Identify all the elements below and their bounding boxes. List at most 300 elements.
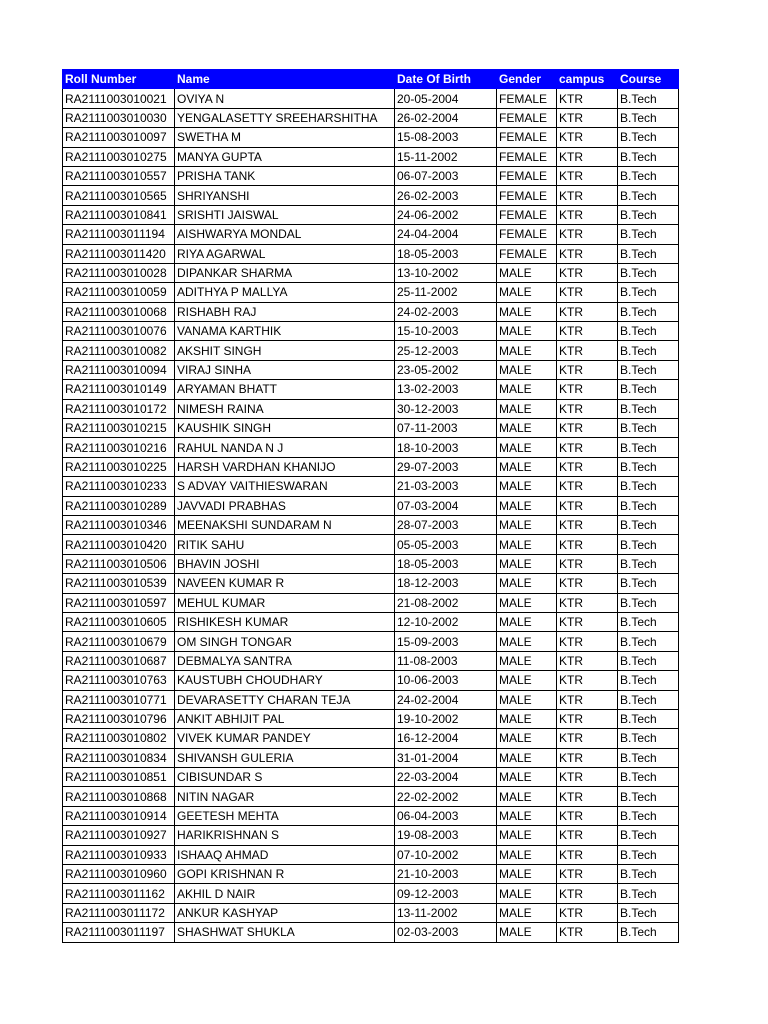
cell-roll-number[interactable]: RA2111003010851 (63, 768, 175, 787)
cell-campus[interactable]: KTR (557, 806, 618, 825)
cell-campus[interactable]: KTR (557, 399, 618, 418)
cell-roll-number[interactable]: RA2111003010149 (63, 380, 175, 399)
cell-gender[interactable]: MALE (497, 419, 557, 438)
cell-name[interactable]: SHIVANSH GULERIA (175, 748, 395, 767)
column-header-date-of-birth[interactable]: Date Of Birth (395, 70, 497, 89)
cell-campus[interactable]: KTR (557, 225, 618, 244)
cell-course[interactable]: B.Tech (618, 826, 679, 845)
cell-campus[interactable]: KTR (557, 729, 618, 748)
cell-roll-number[interactable]: RA2111003011197 (63, 923, 175, 942)
cell-campus[interactable]: KTR (557, 186, 618, 205)
table-row (63, 845, 679, 864)
table-row (63, 690, 679, 709)
table-row (63, 302, 679, 321)
cell-course[interactable]: B.Tech (618, 554, 679, 573)
cell-date-of-birth[interactable]: 11-08-2003 (395, 651, 497, 670)
cell-name[interactable]: GEETESH MEHTA (175, 806, 395, 825)
cell-name[interactable]: SWETHA M (175, 128, 395, 147)
cell-campus[interactable]: KTR (557, 574, 618, 593)
cell-name[interactable]: BHAVIN JOSHI (175, 554, 395, 573)
cell-roll-number[interactable]: RA2111003010021 (63, 89, 175, 108)
cell-name[interactable]: SHRIYANSHI (175, 186, 395, 205)
cell-date-of-birth[interactable]: 19-08-2003 (395, 826, 497, 845)
cell-campus[interactable]: KTR (557, 535, 618, 554)
cell-date-of-birth[interactable]: 10-06-2003 (395, 671, 497, 690)
cell-roll-number[interactable]: RA2111003010346 (63, 515, 175, 534)
cell-campus[interactable]: KTR (557, 787, 618, 806)
cell-name[interactable]: DEVARASETTY CHARAN TEJA (175, 690, 395, 709)
cell-roll-number[interactable]: RA2111003010565 (63, 186, 175, 205)
cell-name[interactable]: NAVEEN KUMAR R (175, 574, 395, 593)
cell-date-of-birth[interactable]: 19-10-2002 (395, 709, 497, 728)
cell-course[interactable]: B.Tech (618, 651, 679, 670)
cell-course[interactable]: B.Tech (618, 709, 679, 728)
cell-name[interactable]: HARIKRISHNAN S (175, 826, 395, 845)
cell-gender[interactable]: MALE (497, 632, 557, 651)
cell-gender[interactable]: MALE (497, 806, 557, 825)
cell-course[interactable]: B.Tech (618, 341, 679, 360)
cell-name[interactable]: AKHIL D NAIR (175, 884, 395, 903)
cell-roll-number[interactable]: RA2111003010028 (63, 263, 175, 282)
cell-date-of-birth[interactable]: 31-01-2004 (395, 748, 497, 767)
table-row (63, 419, 679, 438)
cell-name[interactable]: VIRAJ SINHA (175, 360, 395, 379)
cell-roll-number[interactable]: RA2111003010802 (63, 729, 175, 748)
cell-date-of-birth[interactable]: 21-03-2003 (395, 477, 497, 496)
cell-gender[interactable]: FEMALE (497, 225, 557, 244)
cell-course[interactable]: B.Tech (618, 89, 679, 108)
column-header-campus[interactable]: campus (557, 70, 618, 89)
table-row (63, 341, 679, 360)
cell-course[interactable]: B.Tech (618, 729, 679, 748)
cell-course[interactable]: B.Tech (618, 360, 679, 379)
header-row (63, 70, 679, 89)
cell-date-of-birth[interactable]: 13-11-2002 (395, 903, 497, 922)
cell-date-of-birth[interactable]: 18-05-2003 (395, 554, 497, 573)
cell-roll-number[interactable]: RA2111003010030 (63, 108, 175, 127)
cell-campus[interactable]: KTR (557, 748, 618, 767)
cell-roll-number[interactable]: RA2111003011162 (63, 884, 175, 903)
cell-course[interactable]: B.Tech (618, 399, 679, 418)
cell-course[interactable]: B.Tech (618, 302, 679, 321)
table-row (63, 128, 679, 147)
cell-name[interactable]: ANKIT ABHIJIT PAL (175, 709, 395, 728)
cell-date-of-birth[interactable]: 22-02-2002 (395, 787, 497, 806)
cell-name[interactable]: OVIYA N (175, 89, 395, 108)
cell-roll-number[interactable]: RA2111003010960 (63, 865, 175, 884)
table-row (63, 496, 679, 515)
cell-name[interactable]: AISHWARYA MONDAL (175, 225, 395, 244)
cell-course[interactable]: B.Tech (618, 535, 679, 554)
cell-date-of-birth[interactable]: 07-11-2003 (395, 419, 497, 438)
cell-gender[interactable]: MALE (497, 457, 557, 476)
cell-date-of-birth[interactable]: 26-02-2004 (395, 108, 497, 127)
cell-name[interactable]: RITIK SAHU (175, 535, 395, 554)
cell-date-of-birth[interactable]: 05-05-2003 (395, 535, 497, 554)
cell-gender[interactable]: MALE (497, 477, 557, 496)
cell-gender[interactable]: MALE (497, 593, 557, 612)
cell-gender[interactable]: MALE (497, 341, 557, 360)
cell-name[interactable]: MEENAKSHI SUNDARAM N (175, 515, 395, 534)
cell-date-of-birth[interactable]: 18-05-2003 (395, 244, 497, 263)
cell-name[interactable]: ISHAAQ AHMAD (175, 845, 395, 864)
cell-name[interactable]: ARYAMAN BHATT (175, 380, 395, 399)
cell-gender[interactable]: MALE (497, 263, 557, 282)
cell-roll-number[interactable]: RA2111003010687 (63, 651, 175, 670)
cell-campus[interactable]: KTR (557, 244, 618, 263)
cell-roll-number[interactable]: RA2111003010796 (63, 709, 175, 728)
cell-roll-number[interactable]: RA2111003010420 (63, 535, 175, 554)
table-row (63, 477, 679, 496)
cell-name[interactable]: AKSHIT SINGH (175, 341, 395, 360)
cell-gender[interactable]: FEMALE (497, 205, 557, 224)
table-row (63, 554, 679, 573)
cell-course[interactable]: B.Tech (618, 845, 679, 864)
table-row (63, 768, 679, 787)
cell-date-of-birth[interactable]: 16-12-2004 (395, 729, 497, 748)
cell-course[interactable]: B.Tech (618, 632, 679, 651)
table-header (63, 70, 679, 89)
cell-name[interactable]: GOPI KRISHNAN R (175, 865, 395, 884)
cell-name[interactable]: SRISHTI JAISWAL (175, 205, 395, 224)
cell-gender[interactable]: MALE (497, 574, 557, 593)
cell-roll-number[interactable]: RA2111003010557 (63, 166, 175, 185)
cell-campus[interactable]: KTR (557, 709, 618, 728)
cell-gender[interactable]: MALE (497, 360, 557, 379)
table-row (63, 225, 679, 244)
cell-date-of-birth[interactable]: 02-03-2003 (395, 923, 497, 942)
cell-date-of-birth[interactable]: 09-12-2003 (395, 884, 497, 903)
cell-course[interactable]: B.Tech (618, 903, 679, 922)
cell-campus[interactable]: KTR (557, 205, 618, 224)
table-row (63, 457, 679, 476)
table-row (63, 283, 679, 302)
cell-gender[interactable]: FEMALE (497, 128, 557, 147)
cell-campus[interactable]: KTR (557, 865, 618, 884)
cell-gender[interactable]: MALE (497, 729, 557, 748)
cell-course[interactable]: B.Tech (618, 496, 679, 515)
cell-campus[interactable]: KTR (557, 826, 618, 845)
cell-gender[interactable]: MALE (497, 651, 557, 670)
cell-campus[interactable]: KTR (557, 515, 618, 534)
cell-campus[interactable]: KTR (557, 108, 618, 127)
cell-name[interactable]: VANAMA KARTHIK (175, 322, 395, 341)
cell-campus[interactable]: KTR (557, 477, 618, 496)
cell-date-of-birth[interactable]: 15-09-2003 (395, 632, 497, 651)
cell-date-of-birth[interactable]: 30-12-2003 (395, 399, 497, 418)
cell-campus[interactable]: KTR (557, 128, 618, 147)
cell-gender[interactable]: FEMALE (497, 89, 557, 108)
cell-date-of-birth[interactable]: 24-02-2004 (395, 690, 497, 709)
cell-date-of-birth[interactable]: 06-07-2003 (395, 166, 497, 185)
cell-campus[interactable]: KTR (557, 457, 618, 476)
cell-name[interactable]: KAUSHIK SINGH (175, 419, 395, 438)
cell-course[interactable]: B.Tech (618, 593, 679, 612)
cell-course[interactable]: B.Tech (618, 884, 679, 903)
cell-roll-number[interactable]: RA2111003010082 (63, 341, 175, 360)
cell-gender[interactable]: MALE (497, 535, 557, 554)
table-row (63, 535, 679, 554)
cell-gender[interactable]: MALE (497, 923, 557, 942)
cell-gender[interactable]: FEMALE (497, 166, 557, 185)
cell-course[interactable]: B.Tech (618, 186, 679, 205)
cell-date-of-birth[interactable]: 18-12-2003 (395, 574, 497, 593)
cell-gender[interactable]: MALE (497, 903, 557, 922)
cell-date-of-birth[interactable]: 24-06-2002 (395, 205, 497, 224)
table-row (63, 574, 679, 593)
cell-campus[interactable]: KTR (557, 496, 618, 515)
cell-campus[interactable]: KTR (557, 554, 618, 573)
cell-date-of-birth[interactable]: 23-05-2002 (395, 360, 497, 379)
cell-date-of-birth[interactable]: 18-10-2003 (395, 438, 497, 457)
cell-campus[interactable]: KTR (557, 632, 618, 651)
cell-campus[interactable]: KTR (557, 845, 618, 864)
cell-course[interactable]: B.Tech (618, 787, 679, 806)
cell-gender[interactable]: MALE (497, 748, 557, 767)
column-header-name[interactable]: Name (175, 70, 395, 89)
cell-roll-number[interactable]: RA2111003010763 (63, 671, 175, 690)
cell-roll-number[interactable]: RA2111003010097 (63, 128, 175, 147)
table-row (63, 632, 679, 651)
cell-campus[interactable]: KTR (557, 923, 618, 942)
column-header-course[interactable]: Course (618, 70, 679, 89)
cell-roll-number[interactable]: RA2111003010506 (63, 554, 175, 573)
cell-date-of-birth[interactable]: 26-02-2003 (395, 186, 497, 205)
cell-gender[interactable]: MALE (497, 283, 557, 302)
cell-gender[interactable]: MALE (497, 515, 557, 534)
cell-name[interactable]: ADITHYA P MALLYA (175, 283, 395, 302)
table-row (63, 729, 679, 748)
cell-roll-number[interactable]: RA2111003010834 (63, 748, 175, 767)
cell-campus[interactable]: KTR (557, 612, 618, 631)
cell-campus[interactable]: KTR (557, 593, 618, 612)
cell-date-of-birth[interactable]: 20-05-2004 (395, 89, 497, 108)
cell-course[interactable]: B.Tech (618, 574, 679, 593)
cell-name[interactable]: MANYA GUPTA (175, 147, 395, 166)
cell-course[interactable]: B.Tech (618, 865, 679, 884)
table-row (63, 826, 679, 845)
table-row (63, 903, 679, 922)
cell-course[interactable]: B.Tech (618, 768, 679, 787)
cell-course[interactable]: B.Tech (618, 457, 679, 476)
cell-roll-number[interactable]: RA2111003011172 (63, 903, 175, 922)
cell-date-of-birth[interactable]: 22-03-2004 (395, 768, 497, 787)
cell-campus[interactable]: KTR (557, 651, 618, 670)
cell-course[interactable]: B.Tech (618, 923, 679, 942)
cell-name[interactable]: JAVVADI PRABHAS (175, 496, 395, 515)
cell-name[interactable]: NIMESH RAINA (175, 399, 395, 418)
cell-campus[interactable]: KTR (557, 147, 618, 166)
table-row (63, 89, 679, 108)
table-row (63, 205, 679, 224)
cell-roll-number[interactable]: RA2111003010094 (63, 360, 175, 379)
cell-gender[interactable]: MALE (497, 768, 557, 787)
cell-name[interactable]: RIYA AGARWAL (175, 244, 395, 263)
cell-gender[interactable]: MALE (497, 302, 557, 321)
cell-date-of-birth[interactable]: 07-03-2004 (395, 496, 497, 515)
cell-date-of-birth[interactable]: 15-08-2003 (395, 128, 497, 147)
cell-gender[interactable]: MALE (497, 826, 557, 845)
cell-campus[interactable]: KTR (557, 884, 618, 903)
cell-gender[interactable]: FEMALE (497, 186, 557, 205)
table-row (63, 108, 679, 127)
cell-campus[interactable]: KTR (557, 690, 618, 709)
cell-name[interactable]: SHASHWAT SHUKLA (175, 923, 395, 942)
cell-gender[interactable]: MALE (497, 612, 557, 631)
cell-gender[interactable]: MALE (497, 554, 557, 573)
cell-campus[interactable]: KTR (557, 903, 618, 922)
cell-roll-number[interactable]: RA2111003010289 (63, 496, 175, 515)
cell-date-of-birth[interactable]: 29-07-2003 (395, 457, 497, 476)
cell-course[interactable]: B.Tech (618, 671, 679, 690)
cell-roll-number[interactable]: RA2111003010605 (63, 612, 175, 631)
cell-date-of-birth[interactable]: 12-10-2002 (395, 612, 497, 631)
student-table (62, 69, 679, 943)
cell-course[interactable]: B.Tech (618, 612, 679, 631)
cell-campus[interactable]: KTR (557, 166, 618, 185)
cell-date-of-birth[interactable]: 25-11-2002 (395, 283, 497, 302)
cell-name[interactable]: RISHABH RAJ (175, 302, 395, 321)
cell-gender[interactable]: FEMALE (497, 147, 557, 166)
cell-course[interactable]: B.Tech (618, 380, 679, 399)
cell-gender[interactable]: MALE (497, 709, 557, 728)
cell-date-of-birth[interactable]: 15-11-2002 (395, 147, 497, 166)
cell-campus[interactable]: KTR (557, 360, 618, 379)
cell-course[interactable]: B.Tech (618, 515, 679, 534)
cell-gender[interactable]: MALE (497, 438, 557, 457)
cell-roll-number[interactable]: RA2111003010068 (63, 302, 175, 321)
cell-name[interactable]: NITIN NAGAR (175, 787, 395, 806)
cell-roll-number[interactable]: RA2111003010215 (63, 419, 175, 438)
cell-date-of-birth[interactable]: 28-07-2003 (395, 515, 497, 534)
cell-date-of-birth[interactable]: 15-10-2003 (395, 322, 497, 341)
cell-date-of-birth[interactable]: 13-10-2002 (395, 263, 497, 282)
cell-name[interactable]: S ADVAY VAITHIESWARAN (175, 477, 395, 496)
cell-course[interactable]: B.Tech (618, 438, 679, 457)
cell-course[interactable]: B.Tech (618, 147, 679, 166)
cell-gender[interactable]: MALE (497, 380, 557, 399)
cell-date-of-birth[interactable]: 24-02-2003 (395, 302, 497, 321)
cell-name[interactable]: DEBMALYA SANTRA (175, 651, 395, 670)
cell-campus[interactable]: KTR (557, 302, 618, 321)
cell-roll-number[interactable]: RA2111003010225 (63, 457, 175, 476)
cell-campus[interactable]: KTR (557, 322, 618, 341)
cell-name[interactable]: ANKUR KASHYAP (175, 903, 395, 922)
cell-course[interactable]: B.Tech (618, 225, 679, 244)
cell-course[interactable]: B.Tech (618, 166, 679, 185)
cell-gender[interactable]: MALE (497, 865, 557, 884)
cell-course[interactable]: B.Tech (618, 128, 679, 147)
cell-course[interactable]: B.Tech (618, 806, 679, 825)
cell-campus[interactable]: KTR (557, 380, 618, 399)
cell-date-of-birth[interactable]: 21-08-2002 (395, 593, 497, 612)
cell-gender[interactable]: MALE (497, 399, 557, 418)
cell-name[interactable]: OM SINGH TONGAR (175, 632, 395, 651)
cell-roll-number[interactable]: RA2111003011420 (63, 244, 175, 263)
cell-gender[interactable]: MALE (497, 845, 557, 864)
cell-course[interactable]: B.Tech (618, 419, 679, 438)
cell-roll-number[interactable]: RA2111003011194 (63, 225, 175, 244)
cell-date-of-birth[interactable]: 24-04-2004 (395, 225, 497, 244)
cell-name[interactable]: RAHUL NANDA N J (175, 438, 395, 457)
cell-roll-number[interactable]: RA2111003010927 (63, 826, 175, 845)
table-row (63, 263, 679, 282)
cell-roll-number[interactable]: RA2111003010275 (63, 147, 175, 166)
cell-name[interactable]: RISHIKESH KUMAR (175, 612, 395, 631)
cell-gender[interactable]: FEMALE (497, 244, 557, 263)
cell-course[interactable]: B.Tech (618, 263, 679, 282)
cell-roll-number[interactable]: RA2111003010914 (63, 806, 175, 825)
column-header-gender[interactable]: Gender (497, 70, 557, 89)
cell-date-of-birth[interactable]: 25-12-2003 (395, 341, 497, 360)
cell-roll-number[interactable]: RA2111003010539 (63, 574, 175, 593)
cell-roll-number[interactable]: RA2111003010172 (63, 399, 175, 418)
cell-roll-number[interactable]: RA2111003010868 (63, 787, 175, 806)
cell-course[interactable]: B.Tech (618, 244, 679, 263)
cell-campus[interactable]: KTR (557, 263, 618, 282)
cell-roll-number[interactable]: RA2111003010771 (63, 690, 175, 709)
cell-campus[interactable]: KTR (557, 419, 618, 438)
cell-campus[interactable]: KTR (557, 283, 618, 302)
cell-roll-number[interactable]: RA2111003010679 (63, 632, 175, 651)
cell-campus[interactable]: KTR (557, 768, 618, 787)
cell-name[interactable]: HARSH VARDHAN KHANIJO (175, 457, 395, 476)
cell-roll-number[interactable]: RA2111003010841 (63, 205, 175, 224)
cell-campus[interactable]: KTR (557, 438, 618, 457)
student-sheet (62, 69, 679, 943)
cell-name[interactable]: PRISHA TANK (175, 166, 395, 185)
cell-gender[interactable]: MALE (497, 884, 557, 903)
cell-campus[interactable]: KTR (557, 89, 618, 108)
cell-name[interactable]: VIVEK KUMAR PANDEY (175, 729, 395, 748)
cell-course[interactable]: B.Tech (618, 108, 679, 127)
cell-date-of-birth[interactable]: 06-04-2003 (395, 806, 497, 825)
column-header-roll-number[interactable]: Roll Number (63, 70, 175, 89)
cell-gender[interactable]: MALE (497, 690, 557, 709)
cell-date-of-birth[interactable]: 13-02-2003 (395, 380, 497, 399)
table-row (63, 438, 679, 457)
cell-roll-number[interactable]: RA2111003010059 (63, 283, 175, 302)
cell-course[interactable]: B.Tech (618, 322, 679, 341)
cell-name[interactable]: DIPANKAR SHARMA (175, 263, 395, 282)
cell-course[interactable]: B.Tech (618, 283, 679, 302)
cell-date-of-birth[interactable]: 21-10-2003 (395, 865, 497, 884)
cell-gender[interactable]: MALE (497, 496, 557, 515)
cell-name[interactable]: KAUSTUBH CHOUDHARY (175, 671, 395, 690)
table-row (63, 709, 679, 728)
cell-course[interactable]: B.Tech (618, 690, 679, 709)
cell-name[interactable]: YENGALASETTY SREEHARSHITHA (175, 108, 395, 127)
cell-campus[interactable]: KTR (557, 671, 618, 690)
cell-course[interactable]: B.Tech (618, 205, 679, 224)
cell-date-of-birth[interactable]: 07-10-2002 (395, 845, 497, 864)
cell-gender[interactable]: MALE (497, 322, 557, 341)
table-row (63, 360, 679, 379)
cell-roll-number[interactable]: RA2111003010233 (63, 477, 175, 496)
cell-course[interactable]: B.Tech (618, 477, 679, 496)
cell-roll-number[interactable]: RA2111003010076 (63, 322, 175, 341)
cell-course[interactable]: B.Tech (618, 748, 679, 767)
cell-roll-number[interactable]: RA2111003010933 (63, 845, 175, 864)
cell-name[interactable]: MEHUL KUMAR (175, 593, 395, 612)
cell-roll-number[interactable]: RA2111003010216 (63, 438, 175, 457)
cell-roll-number[interactable]: RA2111003010597 (63, 593, 175, 612)
cell-name[interactable]: CIBISUNDAR S (175, 768, 395, 787)
cell-gender[interactable]: MALE (497, 671, 557, 690)
cell-campus[interactable]: KTR (557, 341, 618, 360)
cell-gender[interactable]: FEMALE (497, 108, 557, 127)
cell-gender[interactable]: MALE (497, 787, 557, 806)
